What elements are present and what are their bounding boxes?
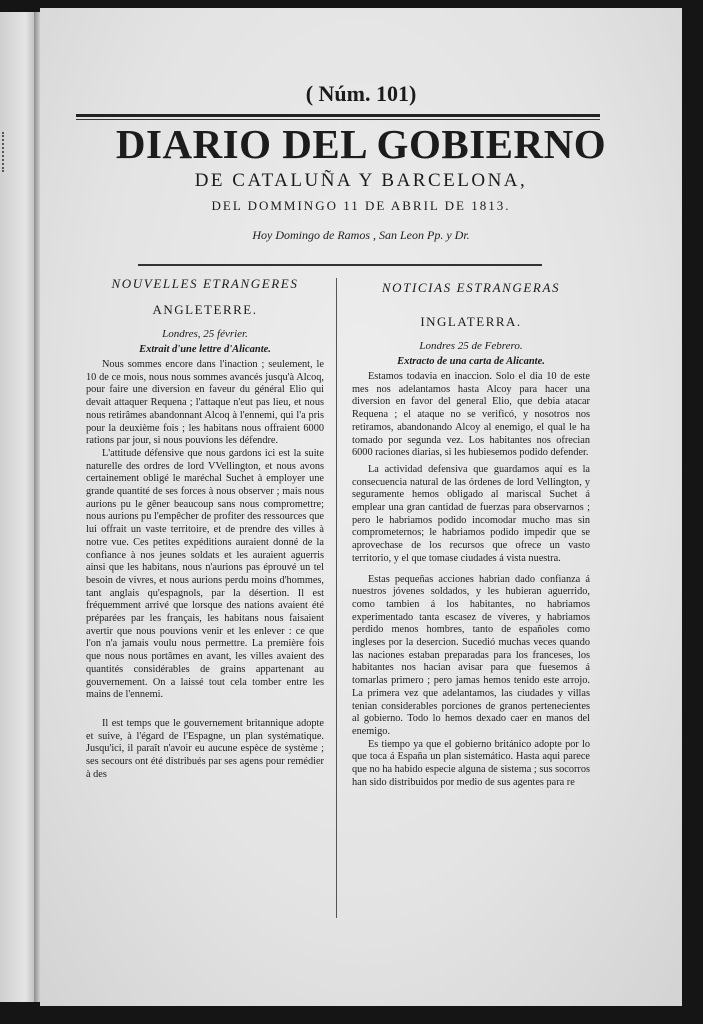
left-paragraph: Nous sommes encore dans l'inaction ; seulement, le 10 de ce mois, nous nous sommes avancés jusqu'à Alcoq, pour faire une diversion en faveur du général Elio qui devait attaquer Requena ; l'attaque n'eut pas lieu, et nous nous retirâmes abandonnant Alcoq à l'ennemi, qui l'a pris pour la deuxième fois ; les habitans nous offraient 6000 rations par jour, si nous pouvions les défendre. <box>86 359 324 447</box>
right-section-heading: NOTICIAS ESTRANGERAS <box>381 280 561 295</box>
right-paragraph: La actividad defensiva que guardamos aquí es la consecuencia natural de las órdenes de lord Vellington, y seguramente hemos obligado al mariscal Suchet á emplear una gran cantidad de fuerzas para observarnos ; pero le habriamos podido incomodar mucho mas sin comprometernos; le habriamos podido impedir que se aprovechase de los recursos que ofrece un vasto territorio, y el que tomase ciudades á vista nuestra. <box>352 463 590 564</box>
left-column <box>86 276 324 782</box>
right-country-heading: INGLATERRA. <box>420 314 522 329</box>
left-country-heading: ANGLETERRE. <box>152 302 258 317</box>
right-column <box>352 280 590 790</box>
right-extract-title: Extracto de una carta de Alicante. <box>397 356 545 367</box>
newspaper-title: DIARIO DEL GOBIERNO <box>115 121 607 167</box>
column-divider <box>336 278 337 918</box>
right-paragraph: Estamos todavia en inaccion. Solo el dia 10 de este mes nos adelantamos hasta Alcoy para hacer una diversion en favor del general Elio, que debia atacar Requena ; el ataque no se verificó, y nosotros nos retiramos, abandonando Alcoy al enemigo, el qual le ha tomado por segunda vez. Los habitantes nos ofrecian 6000 raciones diarias, si les hubiesemos podido defender. <box>352 371 590 459</box>
issue-number: ( Núm. 101) <box>305 81 417 106</box>
left-section-heading: NOUVELLES ETRANGERES <box>111 276 299 291</box>
left-extract-title: Extrait d'une lettre d'Alicante. <box>139 344 271 355</box>
left-paragraph: Il est temps que le gouvernement britannique adopte et suive, à l'égard de l'Espagne, un plan systématique. Jusqu'ici, il paraît n'avoir eu aucune espèce de système ; ses secours ont été distribués par ses agens pour remédier à des <box>86 717 324 780</box>
newspaper-page <box>40 8 682 1006</box>
right-paragraph: Es tiempo ya que el gobierno británico adopte por lo que toca á España un plan sistemático. Hasta aqui parece que no ha habido especie alguna de sistema ; sus socorros han sido distribuidos por medio de sus agentes para re <box>352 738 590 788</box>
dateline: DEL DOMMINGO 11 DE ABRIL DE 1813. <box>211 198 511 213</box>
right-paragraph: Estas pequeñas acciones habrian dado confianza á nuestros jóvenes soldados, y les hubieran aguerrido, como tambien á los habitantes, no habriamos experimentado tanta escasez de víveres, y habriamos perdido menos hombres, tanto de españoles como ingleses por la desercion. Sucedió muchas veces quando las naciones estaban preparadas para los franceses, los habitantes nos hacian avisar para que fuesemos á tomarlas primero ; pero jamas hemos tenido este arrojo. La primera vez que adelantamos, las ciudades y villas tenian considerables porciones de granos pertenecientes al gobierno. Todo lo hemos dexado caer en manos del enemigo. <box>352 573 590 737</box>
masthead-rule <box>138 264 542 266</box>
facing-page-marks <box>2 132 14 172</box>
newspaper-subtitle: DE CATALUÑA Y BARCELONA, <box>194 170 528 191</box>
right-place-date: Londres 25 de Febrero. <box>419 340 523 352</box>
left-place-date: Londres, 25 février. <box>162 328 248 340</box>
facing-page-edge <box>0 12 36 1002</box>
left-paragraph: L'attitude défensive que nous gardons ici est la suite naturelle des ordres de lord VVellington, et nous avons certainement obligé le maréchal Suchet à employer une grande quantité de ses forces à nous observer ; mais nous aurions pu le gêner beaucoup sans nous compromettre; nous aurions pu l'empêcher de profiter des ressources que lui offrait un vaste territoire, et de prendre des villes à notre vue. Ces petites expéditions auraient donné de la confiance à nos jeunes soldats et les auraient aguerris ainsi que les habitans, nous n'aurions pas éprouvé un tel besoin de vivres, et nous aurions perdu moins d'hommes, tant anglais qu'espagnols, par la désertion. Il est fréquemment arrivé que lorsque des nations avaient été préparées par les français, les habitans nous faisaient avertir que nous pouvions venir et les enlever : ce que l'on n'a jamais voulu nous permettre. La première fois que nous nous portâmes en avant, les villes avaient des quantités considérables de grains appartenant au gouvernement. On a laissé tout cela tomber entre les mains de l'ennemi. <box>86 447 324 701</box>
header-rule-thick <box>76 114 600 117</box>
saints-of-day: Hoy Domingo de Ramos , San Leon Pp. y Dr. <box>252 228 470 242</box>
